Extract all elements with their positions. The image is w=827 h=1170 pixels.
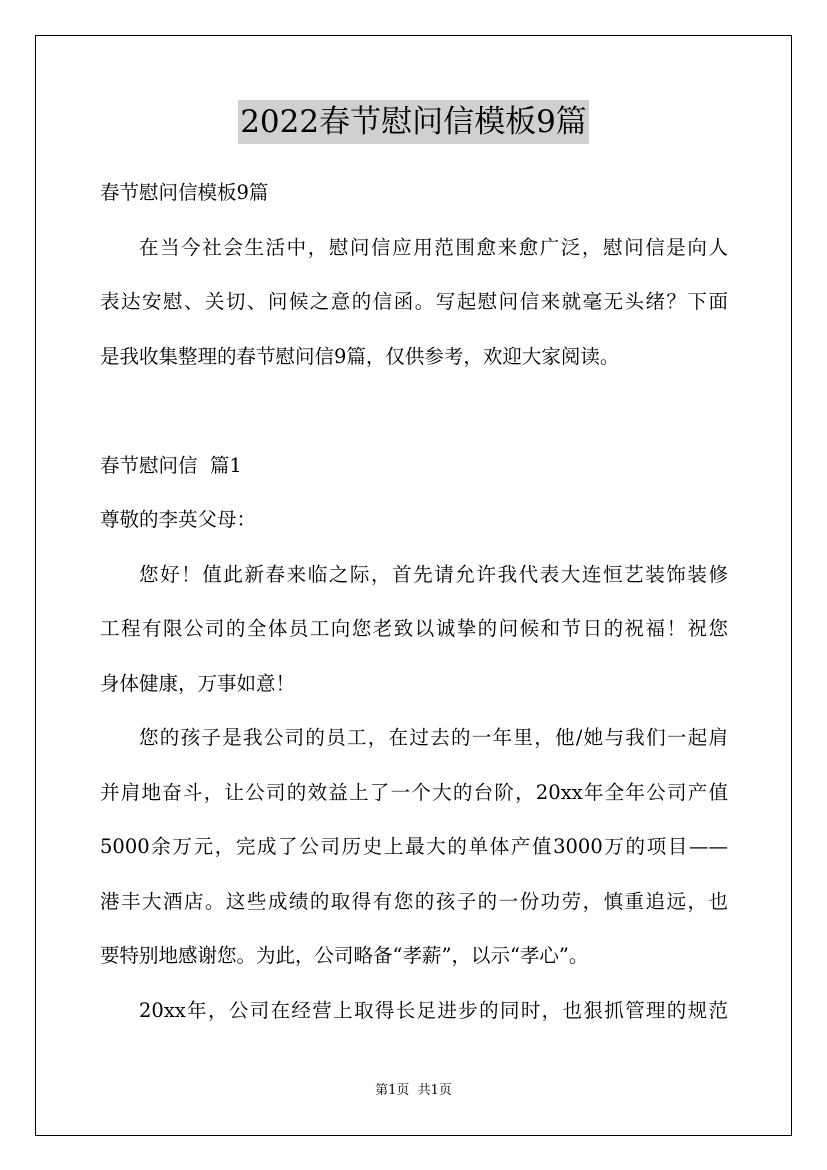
body-line: 工程有限公司的全体员工向您老致以诚挚的问候和节日的祝福！祝您: [100, 617, 728, 640]
body-line: 5000余万元，完成了公司历史上最大的单体产值3000万的项目——: [100, 835, 728, 858]
page-footer: 第1页 共1页: [375, 1083, 452, 1098]
body-line: 20xx年，公司在经营上取得长足进步的同时，也狠抓管理的规范: [139, 998, 728, 1022]
body-line: 身体健康，万事如意！: [100, 671, 296, 695]
subtitle: 春节慰问信模板9篇: [100, 181, 269, 204]
intro-line: 是我收集整理的春节慰问信9篇，仅供参考，欢迎大家阅读。: [100, 344, 620, 368]
body-line: 港丰大酒店。这些成绩的取得有您的孩子的一份功劳，慎重追远，也: [100, 889, 728, 913]
salutation: 尊敬的李英父母：: [100, 508, 257, 531]
body-line: 您好！值此新春来临之际，首先请允许我代表大连恒艺装饰装修: [139, 562, 728, 586]
body-line: 要特别地感谢您。为此，公司略备“孝薪”，以示“孝心”。: [100, 944, 589, 967]
document-title: [0, 100, 827, 144]
intro-line: 表达安慰、关切、问候之意的信函。写起慰问信来就毫无头绪？下面: [100, 290, 728, 313]
paragraph-gap: [100, 393, 728, 429]
body-line: 并肩地奋斗，让公司的效益上了一个大的台阶，20xx年全年公司产值: [100, 780, 728, 804]
section-heading: 春节慰问信 篇1: [100, 453, 242, 477]
document-title-text: 2022春节慰问信模板9篇: [238, 100, 589, 144]
intro-line: 在当今社会生活中，慰问信应用范围愈来愈广泛，慰问信是向人: [139, 235, 728, 259]
body-line: 您的孩子是我公司的员工，在过去的一年里，他/她与我们一起肩: [139, 726, 728, 749]
document-body: [100, 175, 728, 1047]
